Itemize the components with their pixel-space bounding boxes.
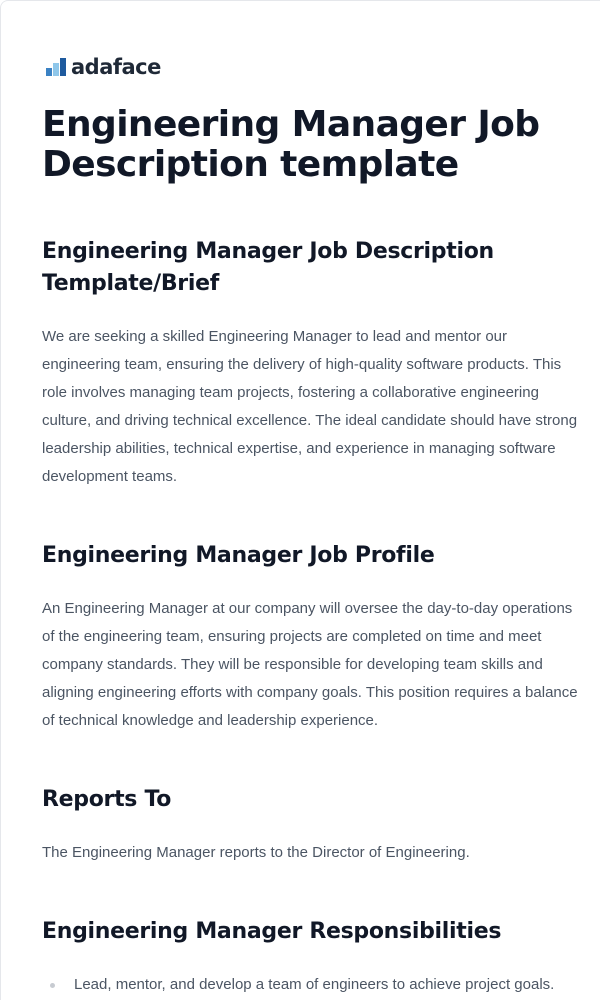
- section-heading-responsibilities: Engineering Manager Responsibilities: [42, 919, 502, 944]
- section-heading-profile: Engineering Manager Job Profile: [42, 543, 435, 568]
- page-title: Engineering Manager Job Description template: [42, 104, 540, 185]
- section-heading-brief: [42, 236, 600, 300]
- adaface-logo[interactable]: [46, 56, 161, 78]
- heading-line: Template/Brief: [42, 271, 219, 296]
- section-brief: [42, 236, 600, 300]
- paragraph-line: development teams.: [42, 468, 178, 485]
- reports-to-paragraph: [42, 839, 600, 867]
- paragraph-line: aligning engineering efforts with company goals. This position requires a balance: [42, 684, 578, 701]
- bullet-icon: [50, 983, 55, 988]
- logo-text: adaface: [71, 55, 161, 79]
- reports-to-text: The Engineering Manager reports to the Director of Engineering.: [42, 844, 470, 861]
- section-profile: [42, 540, 600, 572]
- section-responsibilities: [42, 916, 600, 948]
- list-item: [42, 971, 600, 999]
- heading-line: Engineering Manager Job Description: [42, 239, 494, 264]
- paragraph-line: We are seeking a skilled Engineering Manager to lead and mentor our: [42, 328, 507, 345]
- paragraph-line: of technical knowledge and leadership experience.: [42, 712, 379, 729]
- paragraph-line: role involves managing team projects, fostering a collaborative engineering: [42, 384, 539, 401]
- paragraph-line: engineering team, ensuring the delivery of high-quality software products. This: [42, 356, 562, 373]
- paragraph-line: company standards. They will be responsible for developing team skills and: [42, 656, 543, 673]
- section-heading-reports-to: Reports To: [42, 787, 172, 812]
- responsibilities-list: [42, 971, 600, 999]
- paragraph-line: culture, and driving technical excellence. The ideal candidate should have strong: [42, 412, 578, 429]
- profile-paragraph: [42, 595, 600, 735]
- section-reports-to: [42, 784, 600, 816]
- paragraph-line: An Engineering Manager at our company will oversee the day-to-day operations: [42, 600, 573, 617]
- paragraph-line: of the engineering team, ensuring projects are completed on time and meet: [42, 628, 542, 645]
- list-item-text: Lead, mentor, and develop a team of engineers to achieve project goals.: [74, 976, 555, 993]
- brief-paragraph: [42, 323, 600, 491]
- paragraph-line: leadership abilities, technical expertise, and experience in managing software: [42, 440, 556, 457]
- responsibilities-list-wrap: [42, 971, 600, 999]
- adaface-logo-icon: [46, 57, 68, 77]
